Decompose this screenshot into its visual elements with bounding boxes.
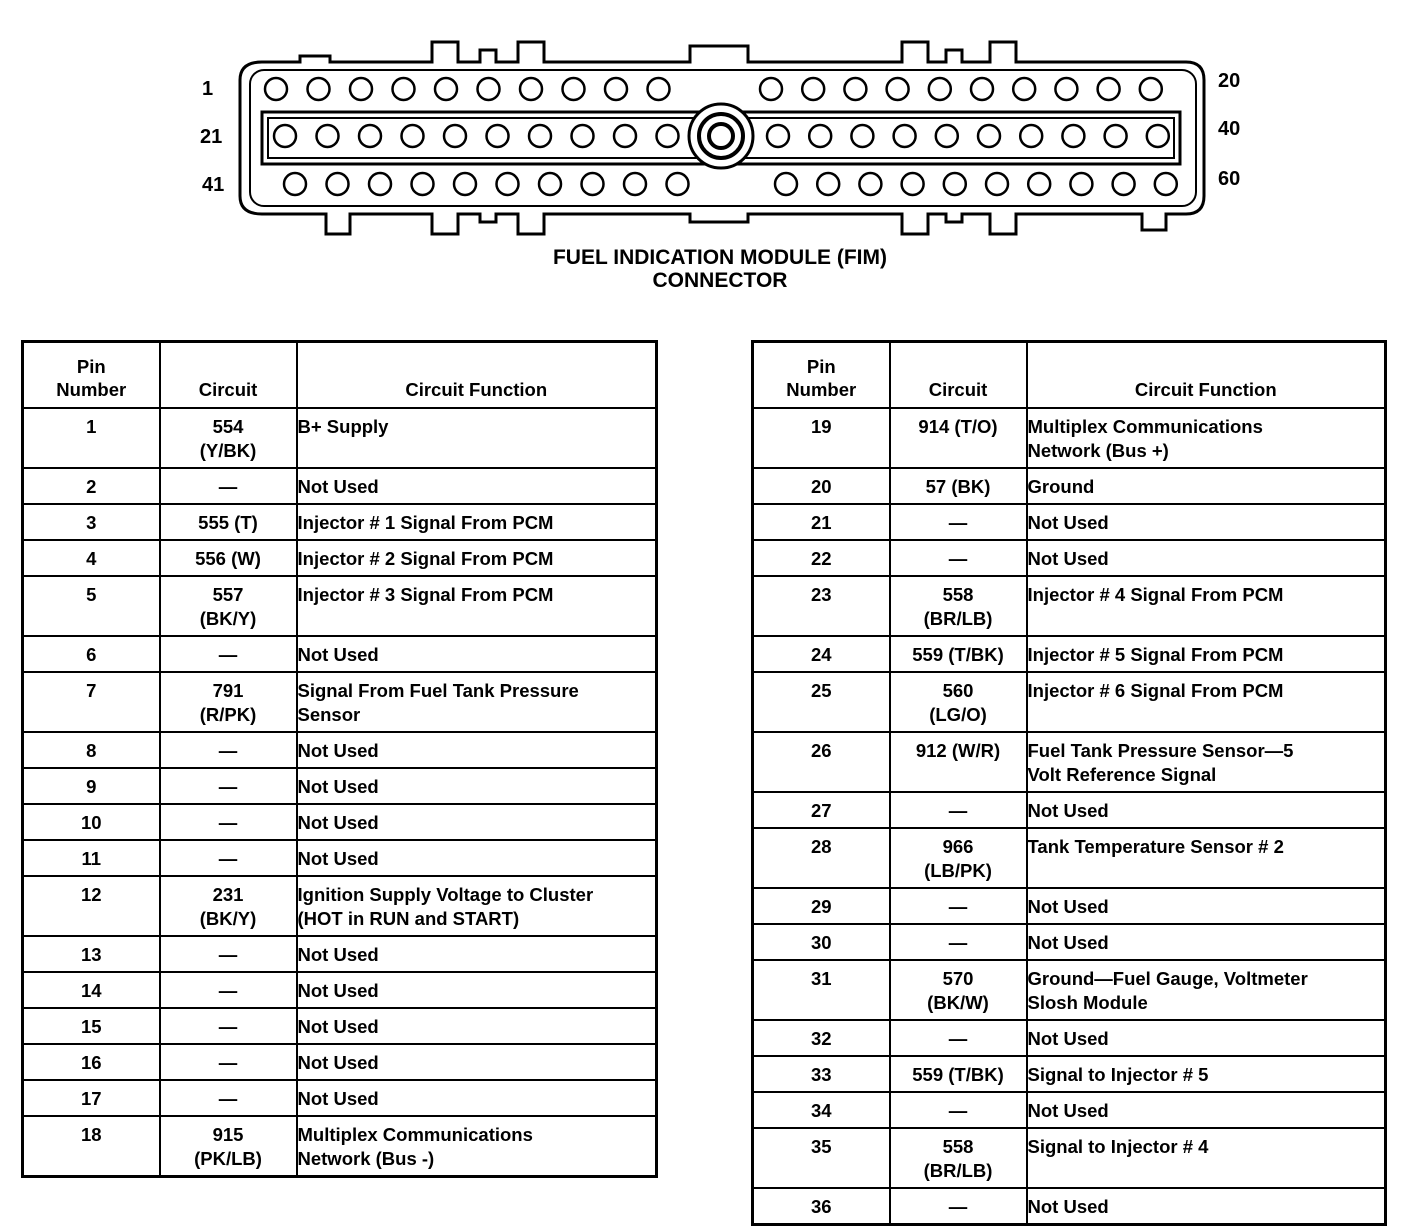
table-row: [23, 840, 657, 876]
circuit-function-cell: Injector # 3 Signal From PCM: [297, 576, 657, 636]
pin-number-cell: 27: [753, 792, 890, 828]
circuit-cell: —: [160, 1080, 297, 1116]
pin-number-cell: 35: [753, 1128, 890, 1188]
row-label-20: 20: [1218, 70, 1241, 92]
pin-hole-39: [1105, 125, 1127, 147]
pin-number-cell: 8: [23, 732, 160, 768]
pin-number-cell: 7: [23, 672, 160, 732]
header-pin-number: Pin Number: [23, 342, 160, 409]
pin-hole-6: [478, 78, 500, 100]
row-label-40: 40: [1218, 118, 1241, 140]
table-row: [753, 732, 1386, 792]
table-row: [753, 792, 1386, 828]
row-label-21: 21: [200, 126, 223, 148]
pin-number-cell: 24: [753, 636, 890, 672]
pin-hole-10: [648, 78, 670, 100]
title-line-1: FUEL INDICATION MODULE (FIM): [552, 246, 888, 269]
pin-hole-42: [327, 173, 349, 195]
pin-hole-13: [844, 78, 866, 100]
circuit-function-cell: Injector # 5 Signal From PCM: [1027, 636, 1386, 672]
circuit-cell: —: [890, 540, 1027, 576]
circuit-cell: —: [160, 732, 297, 768]
pin-number-cell: 17: [23, 1080, 160, 1116]
table-row: [23, 672, 657, 732]
pin-hole-11: [760, 78, 782, 100]
pin-number-cell: 6: [23, 636, 160, 672]
pin-number-cell: 26: [753, 732, 890, 792]
circuit-cell: 556 (W): [160, 540, 297, 576]
pin-number-cell: 5: [23, 576, 160, 636]
pin-hole-58: [1070, 173, 1092, 195]
pin-hole-3: [350, 78, 372, 100]
row-label-1: 1: [202, 78, 214, 100]
pin-hole-19: [1098, 78, 1120, 100]
pin-hole-9: [605, 78, 627, 100]
circuit-cell: 966 (LB/PK): [890, 828, 1027, 888]
pin-hole-16: [971, 78, 993, 100]
pin-hole-52: [817, 173, 839, 195]
circuit-cell: —: [890, 888, 1027, 924]
pin-number-cell: 29: [753, 888, 890, 924]
table-row: [753, 636, 1386, 672]
circuit-cell: —: [160, 468, 297, 504]
pin-number-cell: 31: [753, 960, 890, 1020]
table-row: [23, 804, 657, 840]
circuit-function-cell: Not Used: [297, 936, 657, 972]
pin-hole-48: [582, 173, 604, 195]
pin-number-cell: 9: [23, 768, 160, 804]
pin-number-cell: 32: [753, 1020, 890, 1056]
circuit-function-cell: Not Used: [1027, 1188, 1386, 1225]
circuit-cell: —: [160, 1008, 297, 1044]
circuit-cell: —: [160, 840, 297, 876]
circuit-function-cell: Ignition Supply Voltage to Cluster (HOT in RUN and START): [297, 876, 657, 936]
pin-hole-55: [944, 173, 966, 195]
circuit-cell: 231 (BK/Y): [160, 876, 297, 936]
pin-hole-57: [1028, 173, 1050, 195]
title-line-2: CONNECTOR: [652, 269, 788, 292]
pin-hole-22: [317, 125, 339, 147]
circuit-function-cell: Ground—Fuel Gauge, Voltmeter Slosh Module: [1027, 960, 1386, 1020]
pin-hole-36: [978, 125, 1000, 147]
pin-hole-45: [454, 173, 476, 195]
table-row: [753, 540, 1386, 576]
row-label-60: 60: [1218, 168, 1241, 190]
circuit-function-cell: Not Used: [297, 1008, 657, 1044]
circuit-cell: —: [160, 768, 297, 804]
circuit-function-cell: Not Used: [297, 732, 657, 768]
pin-hole-43: [369, 173, 391, 195]
pin-hole-25: [444, 125, 466, 147]
pin-number-cell: 22: [753, 540, 890, 576]
pin-number-cell: 30: [753, 924, 890, 960]
table-row: [753, 888, 1386, 924]
table-row: [753, 1056, 1386, 1092]
circuit-cell: 915 (PK/LB): [160, 1116, 297, 1177]
table-row: [23, 504, 657, 540]
circuit-function-cell: Not Used: [1027, 540, 1386, 576]
circuit-function-cell: Not Used: [297, 1080, 657, 1116]
pin-number-cell: 18: [23, 1116, 160, 1177]
circuit-cell: —: [160, 1044, 297, 1080]
pin-number-cell: 28: [753, 828, 890, 888]
pin-hole-4: [393, 78, 415, 100]
pin-hole-17: [1013, 78, 1035, 100]
pin-hole-31: [767, 125, 789, 147]
pin-number-cell: 12: [23, 876, 160, 936]
circuit-function-cell: Not Used: [297, 840, 657, 876]
table-row: [753, 1128, 1386, 1188]
circuit-function-cell: Injector # 6 Signal From PCM: [1027, 672, 1386, 732]
circuit-cell: —: [160, 972, 297, 1008]
table-row: [23, 540, 657, 576]
pin-hole-8: [563, 78, 585, 100]
circuit-cell: 557 (BK/Y): [160, 576, 297, 636]
circuit-function-cell: Not Used: [297, 768, 657, 804]
pin-number-cell: 14: [23, 972, 160, 1008]
pin-hole-60: [1155, 173, 1177, 195]
pin-hole-26: [487, 125, 509, 147]
circuit-cell: 914 (T/O): [890, 408, 1027, 468]
pin-hole-54: [902, 173, 924, 195]
table-row: [23, 732, 657, 768]
pin-hole-35: [936, 125, 958, 147]
circuit-cell: 57 (BK): [890, 468, 1027, 504]
table-header-row: [23, 342, 657, 409]
pin-hole-28: [572, 125, 594, 147]
table-row: [753, 1188, 1386, 1225]
circuit-function-cell: Signal to Injector # 5: [1027, 1056, 1386, 1092]
pin-hole-38: [1062, 125, 1084, 147]
pin-number-cell: 20: [753, 468, 890, 504]
pin-hole-37: [1020, 125, 1042, 147]
header-circuit: Circuit: [160, 342, 297, 409]
table-row: [753, 1092, 1386, 1128]
circuit-cell: —: [890, 1020, 1027, 1056]
circuit-cell: 559 (T/BK): [890, 636, 1027, 672]
table-body: [753, 408, 1386, 1225]
table-row: [23, 576, 657, 636]
pin-hole-50: [667, 173, 689, 195]
pin-hole-5: [435, 78, 457, 100]
pin-number-cell: 16: [23, 1044, 160, 1080]
pin-hole-44: [412, 173, 434, 195]
diagram-title: [420, 246, 1020, 292]
circuit-function-cell: Multiplex Communications Network (Bus +): [1027, 408, 1386, 468]
pin-hole-51: [775, 173, 797, 195]
table-row: [23, 936, 657, 972]
table-row: [23, 1080, 657, 1116]
pin-number-cell: 25: [753, 672, 890, 732]
pin-number-cell: 15: [23, 1008, 160, 1044]
table-row: [753, 576, 1386, 636]
table-row: [753, 924, 1386, 960]
circuit-cell: —: [160, 636, 297, 672]
table-row: [753, 960, 1386, 1020]
pin-number-cell: 23: [753, 576, 890, 636]
circuit-cell: 560 (LG/O): [890, 672, 1027, 732]
pin-hole-1: [265, 78, 287, 100]
circuit-function-cell: Not Used: [1027, 1020, 1386, 1056]
pin-hole-46: [497, 173, 519, 195]
circuit-function-cell: Not Used: [1027, 888, 1386, 924]
table-row: [23, 972, 657, 1008]
pin-hole-2: [308, 78, 330, 100]
circuit-function-cell: Not Used: [297, 1044, 657, 1080]
pin-number-cell: 3: [23, 504, 160, 540]
circuit-cell: —: [890, 792, 1027, 828]
pin-number-cell: 11: [23, 840, 160, 876]
pin-hole-18: [1055, 78, 1077, 100]
pin-hole-32: [809, 125, 831, 147]
pin-hole-29: [614, 125, 636, 147]
circuit-cell: 558 (BR/LB): [890, 576, 1027, 636]
circuit-function-cell: Tank Temperature Sensor # 2: [1027, 828, 1386, 888]
pin-table-right: [751, 340, 1387, 1226]
pin-number-cell: 1: [23, 408, 160, 468]
circuit-cell: —: [890, 1188, 1027, 1225]
circuit-cell: 912 (W/R): [890, 732, 1027, 792]
circuit-cell: 554 (Y/BK): [160, 408, 297, 468]
circuit-function-cell: Injector # 4 Signal From PCM: [1027, 576, 1386, 636]
table-row: [753, 828, 1386, 888]
circuit-cell: —: [890, 504, 1027, 540]
circuit-function-cell: Not Used: [1027, 792, 1386, 828]
table-row: [23, 876, 657, 936]
circuit-function-cell: Ground: [1027, 468, 1386, 504]
circuit-cell: 558 (BR/LB): [890, 1128, 1027, 1188]
circuit-function-cell: Not Used: [1027, 924, 1386, 960]
pin-number-cell: 4: [23, 540, 160, 576]
pin-hole-21: [274, 125, 296, 147]
pin-number-cell: 10: [23, 804, 160, 840]
circuit-function-cell: Not Used: [297, 636, 657, 672]
table-row: [753, 468, 1386, 504]
pin-number-cell: 21: [753, 504, 890, 540]
circuit-function-cell: Signal From Fuel Tank Pressure Sensor: [297, 672, 657, 732]
pin-hole-34: [894, 125, 916, 147]
pin-number-cell: 33: [753, 1056, 890, 1092]
circuit-function-cell: Not Used: [1027, 504, 1386, 540]
table-row: [753, 408, 1386, 468]
pin-hole-12: [802, 78, 824, 100]
pin-hole-7: [520, 78, 542, 100]
table-row: [753, 1020, 1386, 1056]
pin-hole-14: [887, 78, 909, 100]
circuit-function-cell: Injector # 2 Signal From PCM: [297, 540, 657, 576]
header-circuit-function: Circuit Function: [1027, 342, 1386, 409]
circuit-function-cell: Fuel Tank Pressure Sensor—5 Volt Reference Signal: [1027, 732, 1386, 792]
pin-hole-20: [1140, 78, 1162, 100]
pin-hole-53: [859, 173, 881, 195]
circuit-function-cell: Multiplex Communications Network (Bus -): [297, 1116, 657, 1177]
table-header-row: [753, 342, 1386, 409]
circuit-function-cell: Signal to Injector # 4: [1027, 1128, 1386, 1188]
circuit-cell: —: [890, 924, 1027, 960]
pin-hole-59: [1113, 173, 1135, 195]
pin-hole-33: [851, 125, 873, 147]
circuit-function-cell: Not Used: [297, 804, 657, 840]
circuit-cell: —: [160, 936, 297, 972]
pin-number-cell: 13: [23, 936, 160, 972]
header-pin-number: Pin Number: [753, 342, 890, 409]
pin-number-cell: 34: [753, 1092, 890, 1128]
pin-number-cell: 19: [753, 408, 890, 468]
circuit-cell: 570 (BK/W): [890, 960, 1027, 1020]
table-row: [23, 1044, 657, 1080]
table-row: [23, 468, 657, 504]
pin-hole-49: [624, 173, 646, 195]
circuit-cell: 791 (R/PK): [160, 672, 297, 732]
pin-number-cell: 36: [753, 1188, 890, 1225]
circuit-cell: —: [160, 804, 297, 840]
row-label-41: 41: [202, 174, 225, 196]
pin-hole-23: [359, 125, 381, 147]
table-row: [753, 672, 1386, 732]
header-circuit: Circuit: [890, 342, 1027, 409]
circuit-function-cell: Not Used: [1027, 1092, 1386, 1128]
circuit-cell: 559 (T/BK): [890, 1056, 1027, 1092]
pin-hole-24: [402, 125, 424, 147]
pin-table-left: [21, 340, 658, 1178]
table-row: [23, 1008, 657, 1044]
circuit-function-cell: Not Used: [297, 972, 657, 1008]
table-row: [23, 1116, 657, 1177]
pin-hole-27: [529, 125, 551, 147]
circuit-function-cell: Not Used: [297, 468, 657, 504]
circuit-cell: 555 (T): [160, 504, 297, 540]
circuit-cell: —: [890, 1092, 1027, 1128]
table-body: [23, 408, 657, 1177]
pin-hole-41: [284, 173, 306, 195]
pin-hole-47: [539, 173, 561, 195]
table-row: [23, 636, 657, 672]
circuit-function-cell: B+ Supply: [297, 408, 657, 468]
table-row: [753, 504, 1386, 540]
pin-hole-15: [929, 78, 951, 100]
circuit-function-cell: Injector # 1 Signal From PCM: [297, 504, 657, 540]
pin-hole-30: [657, 125, 679, 147]
table-row: [23, 768, 657, 804]
pin-hole-40: [1147, 125, 1169, 147]
pin-number-cell: 2: [23, 468, 160, 504]
header-circuit-function: Circuit Function: [297, 342, 657, 409]
pin-hole-56: [986, 173, 1008, 195]
table-row: [23, 408, 657, 468]
